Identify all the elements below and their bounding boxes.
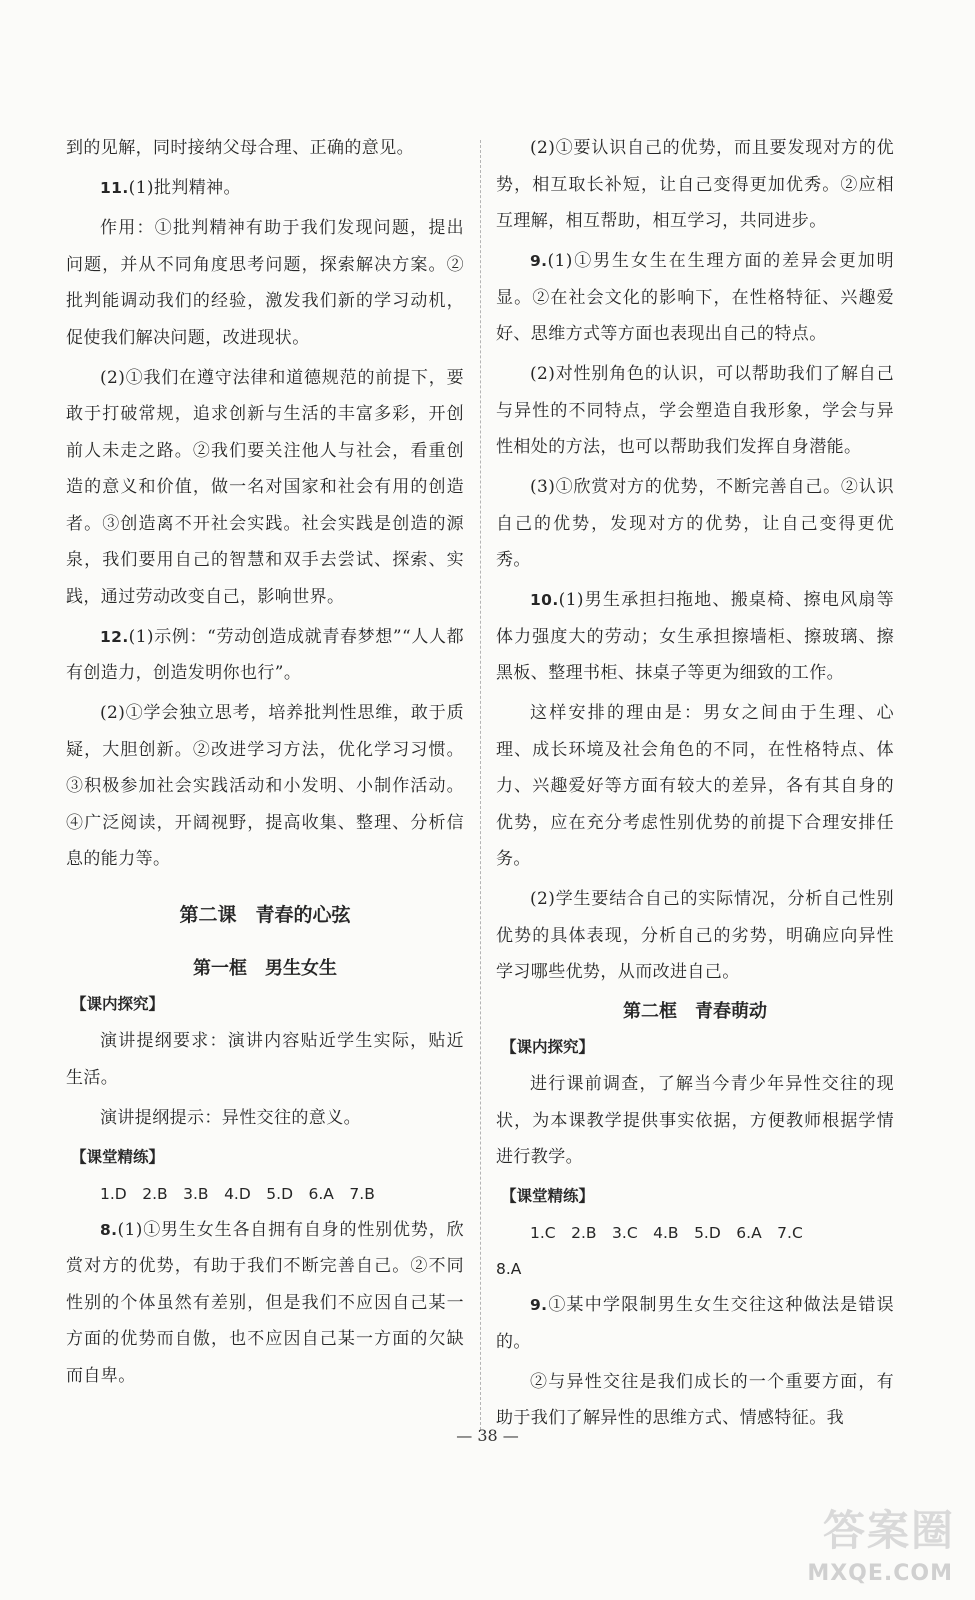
paragraph: 到的见解，同时接纳父母合理、正确的意见。 [66, 138, 414, 158]
answer-text: (1)①男生女生在生理方面的差异会更加明显。②在社会文化的影响下，在性格特征、兴趣爱好、思维方式等方面也表现出自己的特点。 [496, 251, 894, 344]
answer-text: (1)示例：“劳动创造成就青春梦想”“人人都有创造力，创造发明你也行”。 [66, 626, 464, 683]
question-10 [496, 582, 894, 692]
paragraph: (2)学生要结合自己的实际情况，分析自己性别优势的具体表现，分析自己的劣势，明确应向异性学习哪些优势，从而改进自己。 [496, 889, 894, 982]
question-12 [66, 619, 464, 692]
question-9 [496, 243, 894, 353]
answer-text: (1)批判精神。 [128, 178, 241, 198]
paragraph: 作用：①批判精神有助于我们发现问题，提出问题，并从不同角度思考问题，探索解决方案。②批判能调动我们的经验，激发我们新的学习动机，促使我们解决问题，改进现状。 [66, 218, 464, 348]
question-number: 9. [530, 252, 548, 270]
question-number: 8. [100, 1220, 118, 1239]
section-tag: 【课堂精练】 [501, 1187, 595, 1205]
answer-list: 1.D 2.B 3.B 4.D 5.D 6.A 7.B [100, 1184, 375, 1203]
question-8 [66, 1212, 464, 1395]
answer-text: ①某中学限制男生女生交往这种做法是错误的。 [496, 1295, 894, 1352]
question-11 [66, 170, 464, 207]
watermark-text: 答案圈 [822, 1506, 955, 1555]
watermark-logo [757, 1494, 957, 1592]
question-number: 11. [100, 179, 129, 197]
paragraph: 演讲提纲提示：异性交往的意义。 [100, 1107, 361, 1128]
answer-list: 8.A [496, 1260, 522, 1278]
paragraph: ②与异性交往是我们成长的一个重要方面，有助于我们了解异性的思维方式、情感特征。我 [496, 1371, 894, 1428]
question-number: 12. [100, 627, 129, 646]
paragraph: 这样安排的理由是：男女之间由于生理、心理、成长环境及社会角色的不同，在性格特点、体力、兴趣爱好等方面有较大的差异，各有其自身的优势，应在充分考虑性别优势的前提下合理安排任务。 [496, 703, 894, 869]
paragraph: (2)对性别角色的认识，可以帮助我们了解自己与异性的不同特点，学会塑造自我形象，学会与异性相处的方法，也可以帮助我们发挥自身潜能。 [496, 364, 894, 457]
question-number: 10. [530, 591, 559, 609]
paragraph: (2)①我们在遵守法律和道德规范的前提下，要敢于打破常规，追求创新与生活的丰富多彩，开创前人未走之路。②我们要关注他人与社会，看重创造的意义和价值，做一名对国家和社会有用的创造者。③创造离不开社会实践。社会实践是创造的源泉，我们要用自己的智慧和双手去尝试、探索、实践，通过劳动改变自己，影响世界。 [66, 367, 464, 607]
answer-text: (1)男生承担扫拖地、搬桌椅、擦电风扇等体力强度大的劳动；女生承担擦墙柜、擦玻璃、擦黑板、整理书柜、抹桌子等更为细致的工作。 [496, 590, 894, 683]
paragraph: (3)①欣赏对方的优势，不断完善自己。②认识自己的优势，发现对方的优势，让自己变得更优秀。 [496, 477, 894, 570]
question-9 [496, 1287, 894, 1360]
answer-text: (1)①男生女生各自拥有自身的性别优势，欣赏对方的优势，有助于我们不断完善自己。②不同性别的个体虽然有差别，但是我们不应因自己某一方面的优势而自傲，也不应因自己某一方面的欠缺而自卑。 [66, 1219, 464, 1386]
column-divider [480, 140, 481, 1430]
paragraph: (2)①要认识自己的优势，而且要发现对方的优势，相互取长补短，让自己变得更加优秀。②应相互理解，相互帮助，相互学习，共同进步。 [496, 138, 894, 231]
question-number: 9. [530, 1296, 548, 1314]
section-tag: 【课内探究】 [501, 1038, 595, 1056]
section-tag: 【课堂精练】 [71, 1147, 165, 1166]
section-tag: 【课内探究】 [71, 995, 165, 1013]
lesson-title: 第二课 青春的心弦 [179, 904, 351, 926]
paragraph: (2)①学会独立思考，培养批判性思维，敢于质疑，大胆创新。②改进学习方法，优化学习习惯。③积极参加社会实践活动和小发明、小制作活动。④广泛阅读，开阔视野，提高收集、整理、分析信息的能力等。 [66, 703, 464, 869]
paragraph: 进行课前调查，了解当今青少年异性交往的现状，为本课教学提供事实依据，方便教师根据学情进行教学。 [496, 1074, 894, 1167]
watermark-url: MXQE.COM [807, 1561, 953, 1586]
section-title: 第二框 青春萌动 [623, 1001, 767, 1022]
right-column [496, 130, 894, 1440]
paragraph: 演讲提纲要求：演讲内容贴近学生实际，贴近生活。 [66, 1031, 464, 1088]
left-column [66, 130, 464, 1398]
page-number: — 38 — [456, 1426, 519, 1445]
section-title: 第一框 男生女生 [193, 958, 337, 979]
answer-list: 1.C 2.B 3.C 4.B 5.D 6.A 7.C [530, 1224, 803, 1242]
